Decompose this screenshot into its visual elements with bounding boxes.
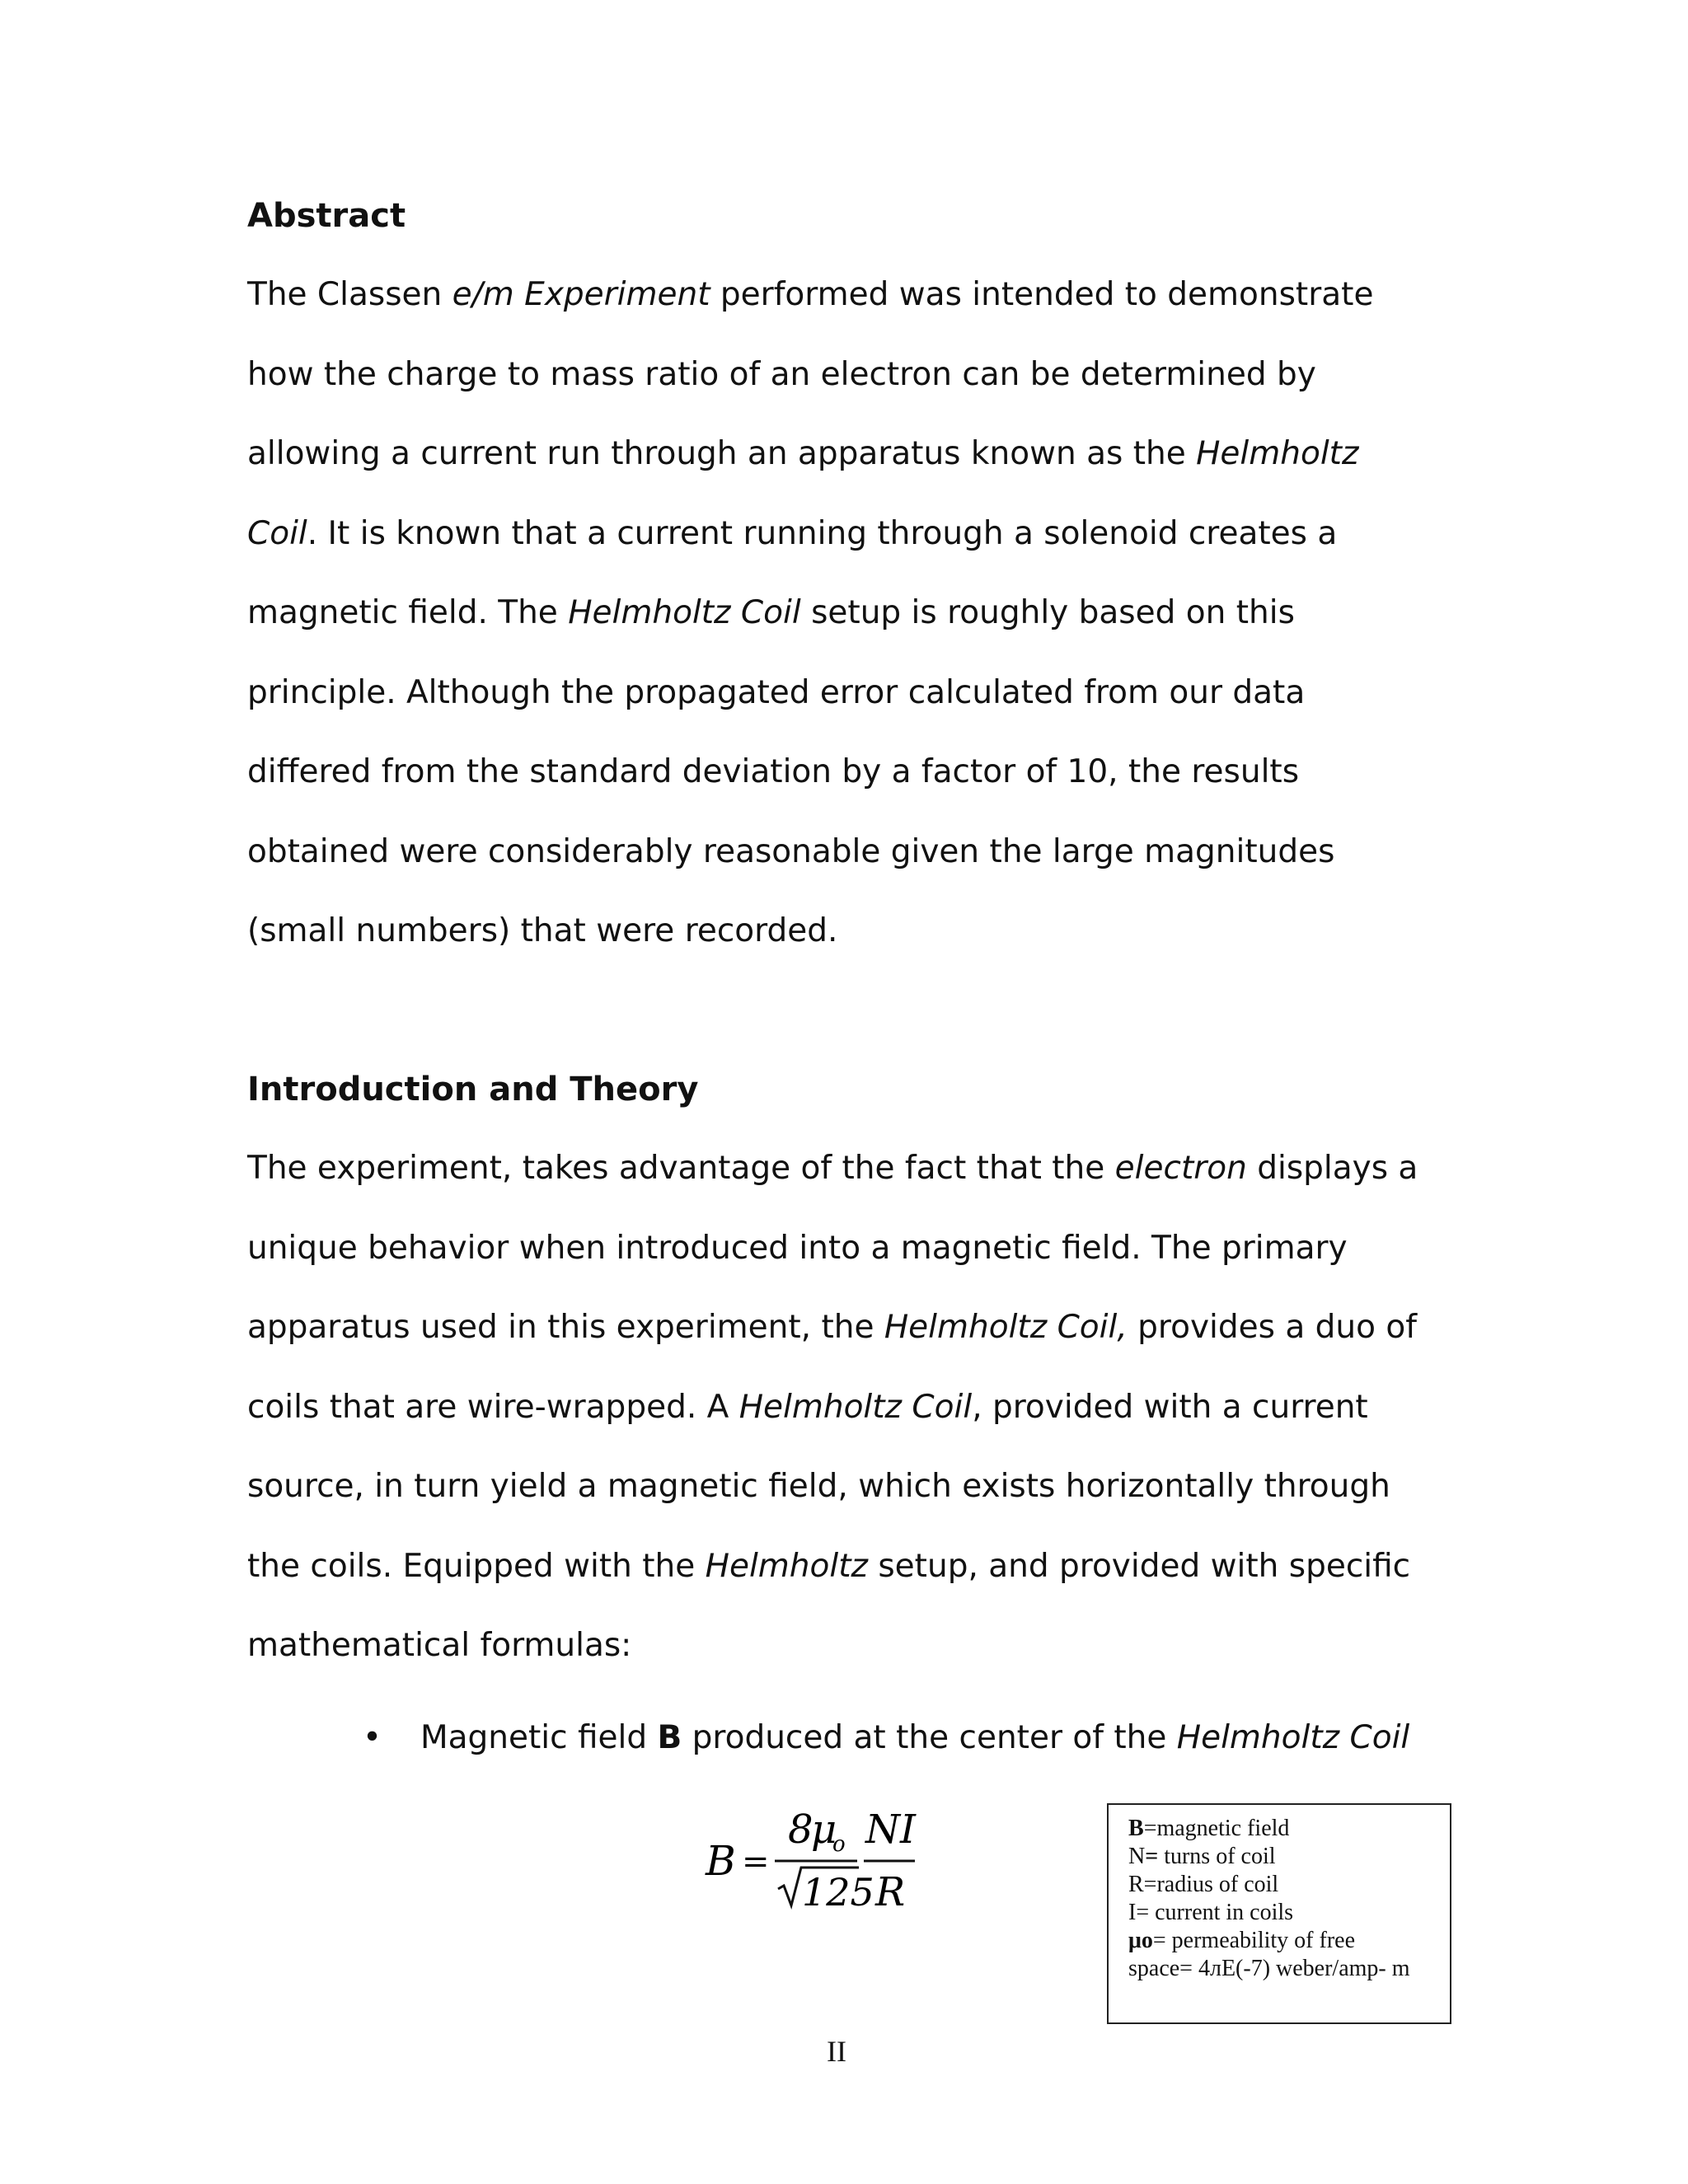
abstract-line (247, 912, 837, 951)
legend-line (1128, 1899, 1430, 1927)
text-run: obtained were considerably reasonable given the large magnitudes (247, 832, 1335, 870)
bullet-icon: • (363, 1719, 382, 1756)
text-run: electron (1114, 1150, 1247, 1187)
text-run: , provided with a current (972, 1388, 1368, 1426)
introduction-line (247, 1467, 1390, 1507)
introduction-line (247, 1388, 1368, 1427)
legend-line (1128, 1955, 1430, 1983)
text-run: space= 4лE(-7) weber/amp- m (1128, 1956, 1410, 1981)
introduction-line (247, 1547, 1410, 1586)
text-run: =magnetic field (1143, 1816, 1290, 1841)
formula-svg (701, 1797, 931, 1920)
text-run: Helmholtz (705, 1547, 868, 1585)
text-run: = (1145, 1844, 1159, 1869)
text-run: mathematical formulas: (247, 1627, 632, 1664)
text-run: I= current in coils (1128, 1900, 1294, 1925)
text-run: magnetic field. The (247, 594, 569, 631)
text-run: e/m Experiment (452, 276, 710, 313)
text-run: provides a duo of (1127, 1309, 1417, 1346)
text-run: displays a (1246, 1150, 1418, 1187)
text-run: Helmholtz (1196, 435, 1359, 472)
text-run: performed was intended to demonstrate (710, 276, 1374, 313)
text-run: Helmholtz Coil (568, 594, 801, 631)
text-run: . It is known that a current running through a solenoid creates a (307, 514, 1338, 552)
bullet-item (363, 1718, 1409, 1758)
legend-line (1128, 1843, 1430, 1871)
text-run: N (1128, 1844, 1146, 1869)
formula-equals: = (742, 1843, 770, 1881)
text-run: Magnetic field (420, 1719, 658, 1756)
text-run: = permeability of free (1152, 1928, 1355, 1953)
abstract-line (247, 514, 1337, 554)
text-run: produced at the center of the (682, 1719, 1177, 1756)
text-run: B (657, 1719, 682, 1756)
text-run: Helmholtz Coil, (884, 1309, 1128, 1346)
text-run: turns of coil (1158, 1844, 1276, 1869)
text-run: R=radius of coil (1128, 1872, 1279, 1897)
introduction-line (247, 1149, 1418, 1188)
text-run: (small numbers) that were recorded. (247, 912, 838, 949)
legend-line (1128, 1927, 1430, 1955)
formula-num-sub: o (832, 1832, 846, 1857)
text-run: The experiment, takes advantage of the fact that the (247, 1150, 1115, 1187)
abstract-line (247, 275, 1373, 315)
legend-line (1128, 1815, 1430, 1843)
text-run: Coil (247, 514, 307, 552)
text-run: Helmholtz Coil (1176, 1719, 1410, 1756)
bullet-text (420, 1719, 1409, 1756)
text-run: coils that are wire-wrapped. A (247, 1388, 739, 1426)
formula-num-mu: μ (811, 1807, 837, 1853)
text-run: principle. Although the propagated error calculated from our data (247, 673, 1306, 711)
text-run: how the charge to mass ratio of an electron can be determined by (247, 355, 1316, 393)
introduction-line (247, 1308, 1417, 1347)
formula-num-coef: 8 (788, 1807, 814, 1853)
text-run: the coils. Equipped with the (247, 1547, 706, 1585)
text-run: The Classen (247, 276, 452, 313)
text-run: apparatus used in this experiment, the (247, 1309, 884, 1346)
text-run: B (1128, 1816, 1144, 1841)
formula-lhs: B (706, 1837, 736, 1885)
introduction-heading: Introduction and Theory (247, 1071, 699, 1108)
formula-num-ni: NI (865, 1807, 916, 1853)
text-run: Helmholtz Coil (738, 1388, 973, 1426)
text-run: differed from the standard deviation by a factor of 10, the results (247, 753, 1300, 790)
text-run: setup is roughly based on this (800, 594, 1295, 631)
abstract-line (247, 355, 1316, 395)
formula-den-125: 125 (802, 1870, 874, 1915)
page-number: II (827, 2035, 846, 2068)
text-run: setup, and provided with specific (867, 1547, 1411, 1585)
abstract-line (247, 673, 1305, 713)
abstract-line (247, 752, 1299, 792)
text-run: allowing a current run through an apparatus known as the (247, 435, 1197, 472)
text-run: unique behavior when introduced into a magnetic field. The primary (247, 1229, 1348, 1267)
abstract-line (247, 593, 1295, 633)
helmholtz-formula (701, 1797, 931, 1920)
formula-den-r: R (875, 1869, 906, 1915)
variable-legend-box (1107, 1803, 1451, 2024)
abstract-heading: Abstract (247, 197, 406, 235)
text-run: μo (1128, 1928, 1153, 1953)
legend-line (1128, 1871, 1430, 1899)
introduction-line (247, 1229, 1348, 1268)
introduction-line (247, 1626, 631, 1666)
abstract-line (247, 434, 1358, 474)
abstract-line (247, 832, 1334, 872)
text-run: source, in turn yield a magnetic field, which exists horizontally through (247, 1468, 1390, 1505)
